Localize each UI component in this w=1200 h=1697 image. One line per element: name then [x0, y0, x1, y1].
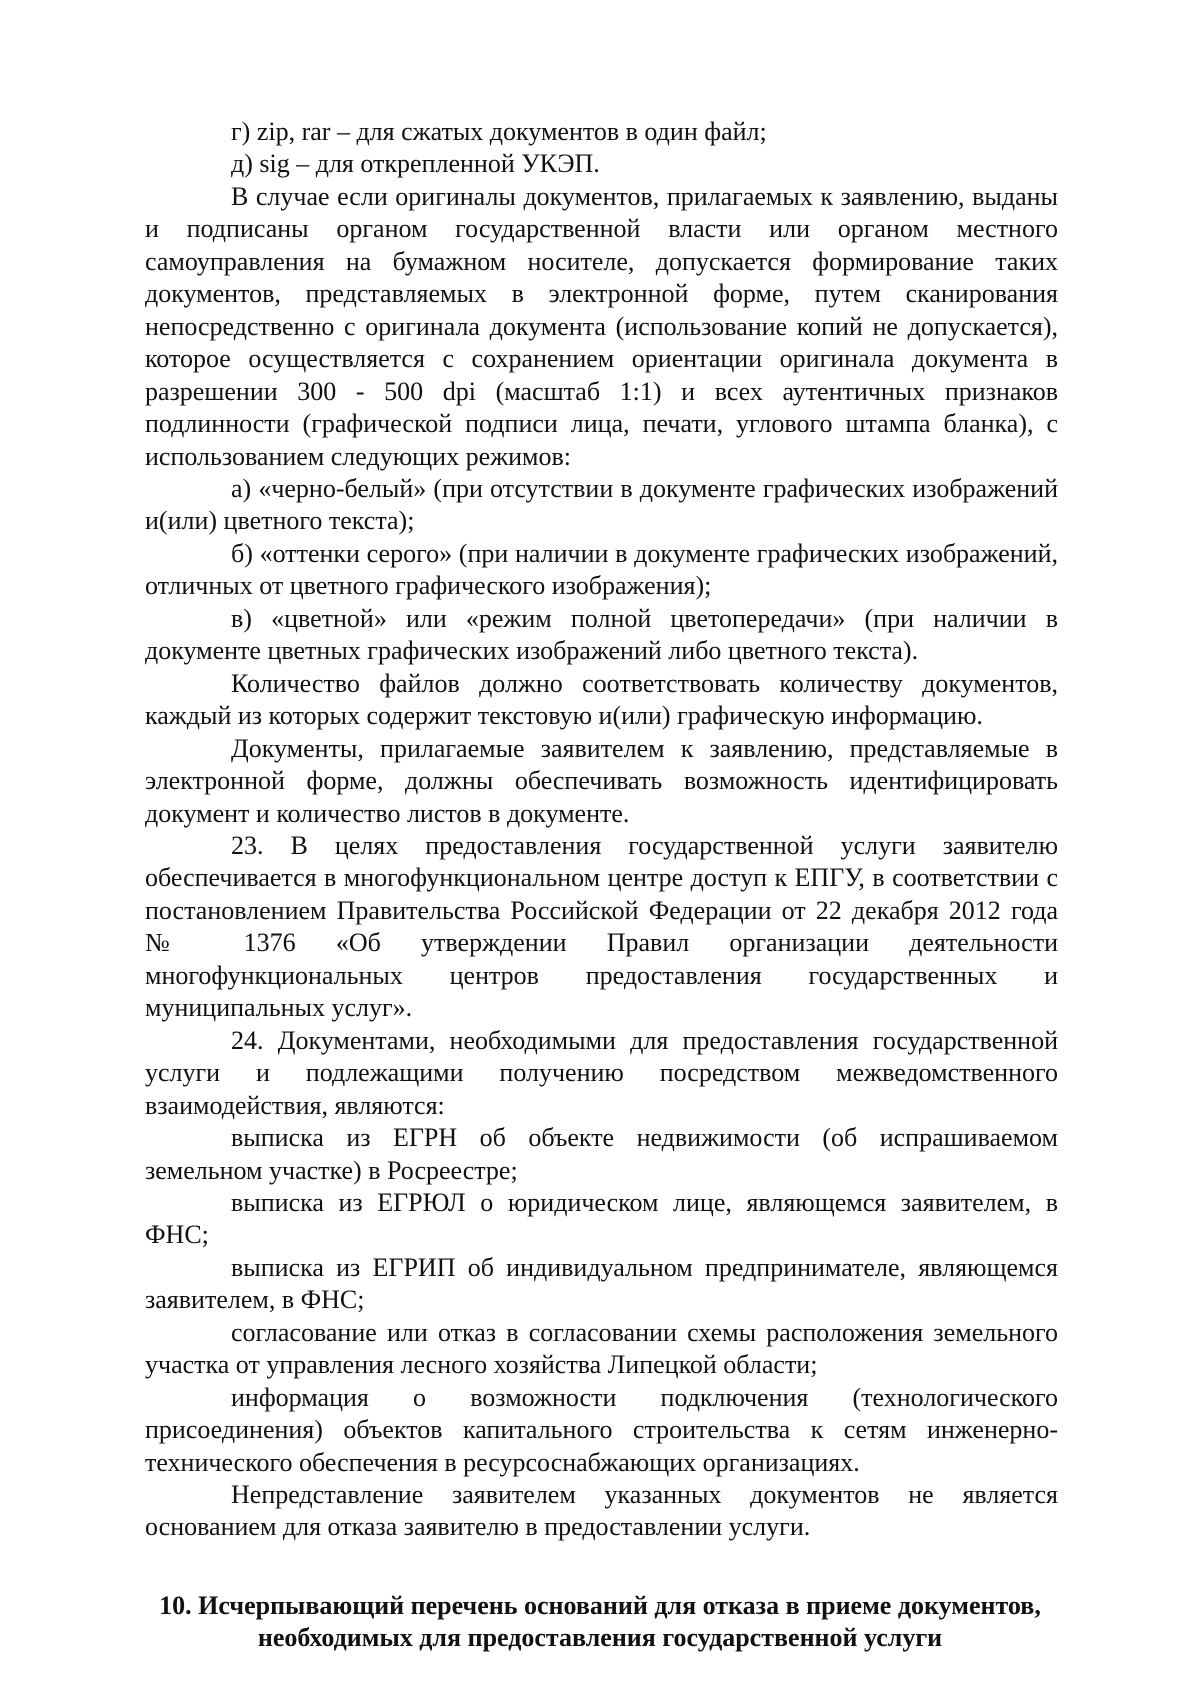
paragraph-item-24: 24. Документами, необходимыми для предоставления государственной услуги и подлежащими получению посредством межведомственного взаимодействия, являются:	[145, 1025, 1058, 1120]
paragraph-mode-color: в) «цветной» или «режим полной цветопередачи» (при наличии в документе цветных графических изображений либо цветного текста).	[145, 603, 1058, 666]
paragraph-scanning-rules: В случае если оригиналы документов, прилагаемых к заявлению, выданы и подписаны органом государственной власти или органом местного самоуправления на бумажном носителе, допускается формирование таких документов, представляемых в электронной форме, путем сканирования непосредственно с оригинала документа (использование копий не допускается), которое осуществляется с сохранением ориентации оригинала документа в разрешении 300 - 500 dpi (масштаб 1:1) и всех аутентичных признаков подлинности (графической подписи лица, печати, углового штампа бланка), с использованием следующих режимов:	[145, 181, 1058, 471]
paragraph-mode-gray: б) «оттенки серого» (при наличии в документе графических изображений, отличных от цветного графического изображения);	[145, 538, 1058, 601]
paragraph-format-sig: д) sig – для открепленной УКЭП.	[231, 149, 600, 179]
body-text	[145, 116, 1058, 1544]
paragraph-mode-bw: а) «черно-белый» (при отсутствии в документе графических изображений и(или) цветного текста);	[145, 473, 1058, 536]
paragraph-egrul-extract: выписка из ЕГРЮЛ о юридическом лице, являющемся заявителем, в ФНС;	[145, 1187, 1058, 1250]
paragraph-egrn-extract: выписка из ЕГРН об объекте недвижимости (об испрашиваемом земельном участке) в Росреестре;	[145, 1123, 1058, 1185]
section-heading: 10. Исчерпывающий перечень оснований для отказа в приеме документов, необходимых для предоставления государственной услуги	[159, 1591, 1041, 1652]
paragraph-connection-info: информация о возможности подключения (технологического присоединения) объектов капитального строительства к сетям инженерно-технического обеспечения в ресурсоснабжающих организациях.	[145, 1382, 1058, 1477]
paragraph-forestry-approval: согласование или отказ в согласовании схемы расположения земельного участка от управления лесного хозяйства Липецкой области;	[145, 1317, 1058, 1380]
paragraph-item-23: 23. В целях предоставления государственной услуги заявителю обеспечивается в многофункциональном центре доступ к ЕПГУ, в соответствии с постановлением Правительства Российской Федерации от 22 декабря 2012 года № 1376 «Об утверждении Правил организации деятельности многофункциональных центров предоставления государственных и муниципальных услуг».	[145, 830, 1058, 1023]
paragraph-format-zip: г) zip, rar – для сжатых документов в один файл;	[231, 117, 767, 146]
paragraph-non-submission: Непредставление заявителем указанных документов не является основанием для отказа заявителю в предоставлении услуги.	[145, 1480, 1058, 1542]
paragraph-document-identification: Документы, прилагаемые заявителем к заявлению, представляемые в электронной форме, должны обеспечивать возможность идентифицировать документ и количество листов в документе.	[145, 733, 1058, 828]
paragraph-file-count: Количество файлов должно соответствовать количеству документов, каждый из которых содержит текстовую и(или) графическую информацию.	[145, 668, 1058, 731]
paragraph-egrip-extract: выписка из ЕГРИП об индивидуальном предпринимателе, являющемся заявителем, в ФНС;	[145, 1252, 1058, 1315]
